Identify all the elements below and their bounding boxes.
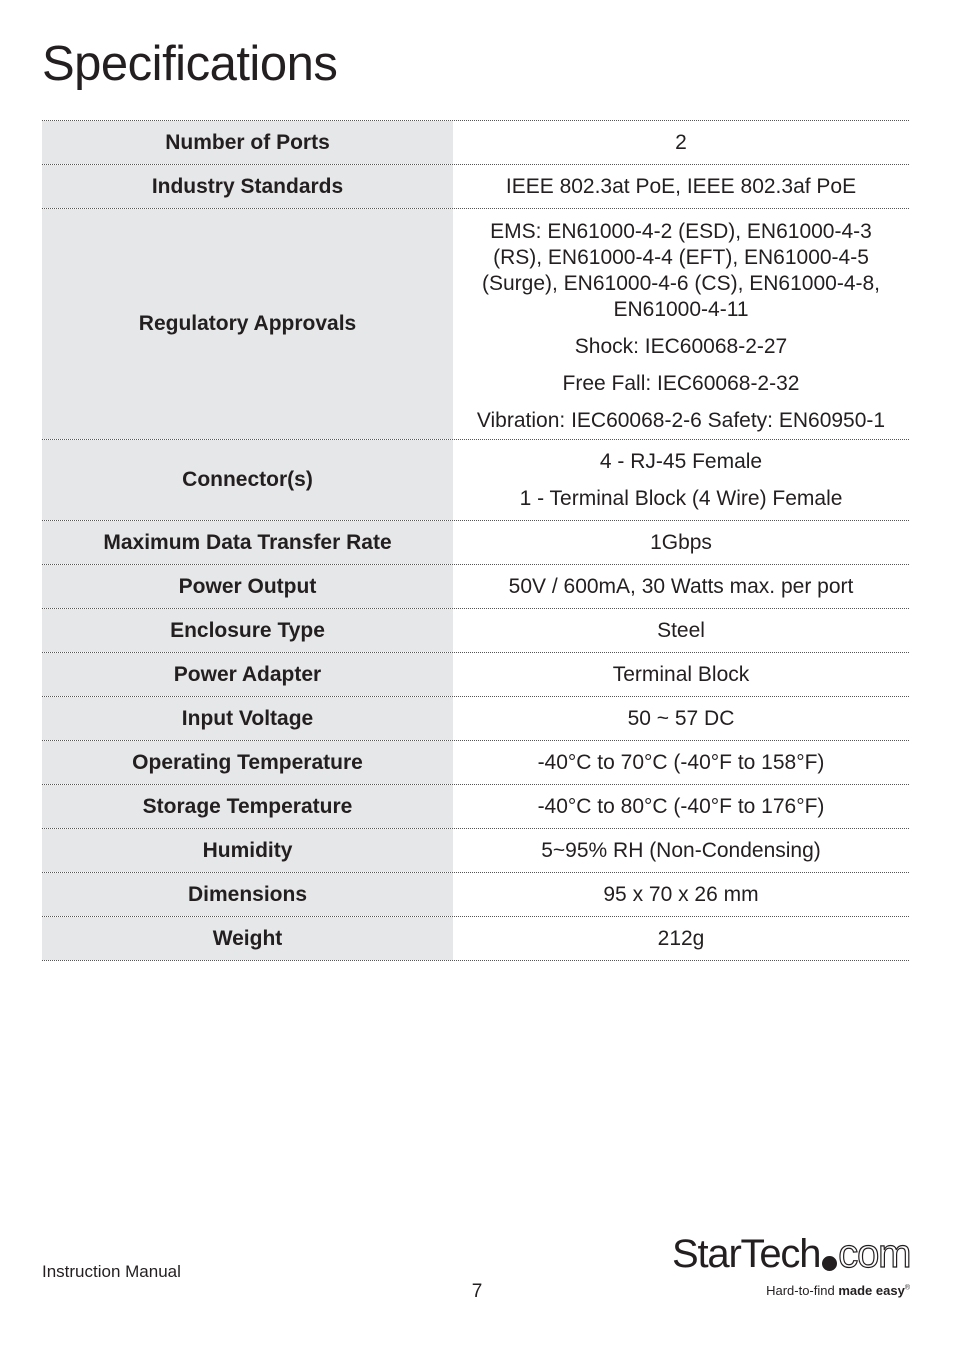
logo-wordmark — [672, 1232, 910, 1277]
spec-value — [453, 440, 909, 520]
value-text: 5~95% RH (Non-Condensing) — [541, 838, 821, 862]
spec-label: Dimensions — [42, 873, 453, 916]
value-text: 1Gbps — [650, 530, 712, 554]
value-text: (RS), EN61000-4-4 (EFT), EN61000-4-5 — [493, 246, 869, 269]
spec-value — [453, 165, 909, 208]
spec-value — [453, 917, 909, 960]
logo-tagline — [766, 1283, 910, 1298]
spec-label: Storage Temperature — [42, 785, 453, 828]
tagline-regular: Hard-to-find — [766, 1283, 839, 1298]
spec-value — [453, 609, 909, 652]
startech-logo — [672, 1232, 912, 1304]
table-row — [42, 697, 909, 741]
footer-label: Instruction Manual — [42, 1262, 181, 1281]
spec-label: Humidity — [42, 829, 453, 872]
spec-label: Weight — [42, 917, 453, 960]
value-text: (Surge), EN61000-4-6 (CS), EN61000-4-8, — [481, 272, 880, 295]
value-text: -40°C to 70°C (-40°F to 158°F) — [537, 750, 825, 774]
value-text: Steel — [657, 618, 705, 642]
page-title: Specifications — [42, 37, 338, 91]
value-text: -40°C to 80°C (-40°F to 176°F) — [537, 794, 825, 818]
table-row — [42, 741, 909, 785]
spec-value — [453, 741, 909, 784]
value-text: 50 ~ 57 DC — [627, 706, 735, 730]
value-text: Free Fall: IEC60068-2-32 — [562, 372, 800, 395]
table-row — [42, 565, 909, 609]
table-row — [42, 873, 909, 917]
logo-dot-icon — [822, 1256, 837, 1271]
page-number: 7 — [471, 1281, 483, 1302]
table-row — [42, 653, 909, 697]
logo-brand-right: com — [838, 1232, 911, 1276]
spec-value — [453, 873, 909, 916]
specifications-table — [42, 120, 909, 961]
value-text: EN61000-4-11 — [613, 298, 749, 321]
spec-label: Connector(s) — [42, 440, 453, 520]
table-row — [42, 521, 909, 565]
value-text: 4 - RJ-45 Female — [599, 449, 763, 473]
value-text: 1 - Terminal Block (4 Wire) Female — [519, 486, 843, 510]
spec-value — [453, 697, 909, 740]
spec-label: Enclosure Type — [42, 609, 453, 652]
value-text: 95 x 70 x 26 mm — [603, 882, 759, 906]
table-row — [42, 121, 909, 165]
value-text: EMS: EN61000-4-2 (ESD), EN61000-4-3 — [490, 220, 872, 243]
value-text: Shock: IEC60068-2-27 — [574, 335, 788, 358]
registered-mark: ® — [904, 1284, 910, 1292]
table-row — [42, 165, 909, 209]
table-row — [42, 209, 909, 440]
value-text: 2 — [675, 130, 687, 154]
spec-label: Maximum Data Transfer Rate — [42, 521, 453, 564]
spec-label: Number of Ports — [42, 121, 453, 164]
spec-value — [453, 565, 909, 608]
value-text: Terminal Block — [612, 662, 750, 686]
value-text: IEEE 802.3at PoE, IEEE 802.3af PoE — [505, 174, 857, 198]
value-text: 212g — [657, 926, 705, 950]
spec-label: Industry Standards — [42, 165, 453, 208]
spec-label: Operating Temperature — [42, 741, 453, 784]
spec-value — [453, 653, 909, 696]
table-row — [42, 609, 909, 653]
spec-value — [453, 209, 909, 439]
spec-value — [453, 121, 909, 164]
table-row — [42, 440, 909, 521]
ems-paragraph — [467, 219, 895, 323]
spec-label: Power Output — [42, 565, 453, 608]
spec-value — [453, 521, 909, 564]
value-text: Vibration: IEC60068-2-6 Safety: EN60950-1 — [476, 409, 886, 432]
table-row — [42, 917, 909, 961]
table-row — [42, 829, 909, 873]
table-row — [42, 785, 909, 829]
spec-label: Regulatory Approvals — [42, 209, 453, 439]
spec-label: Power Adapter — [42, 653, 453, 696]
value-text: 50V / 600mA, 30 Watts max. per port — [508, 574, 854, 598]
spec-label: Input Voltage — [42, 697, 453, 740]
spec-value — [453, 829, 909, 872]
spec-value — [453, 785, 909, 828]
tagline-bold: made easy — [838, 1283, 905, 1298]
logo-brand-left: StarTech — [672, 1232, 821, 1276]
